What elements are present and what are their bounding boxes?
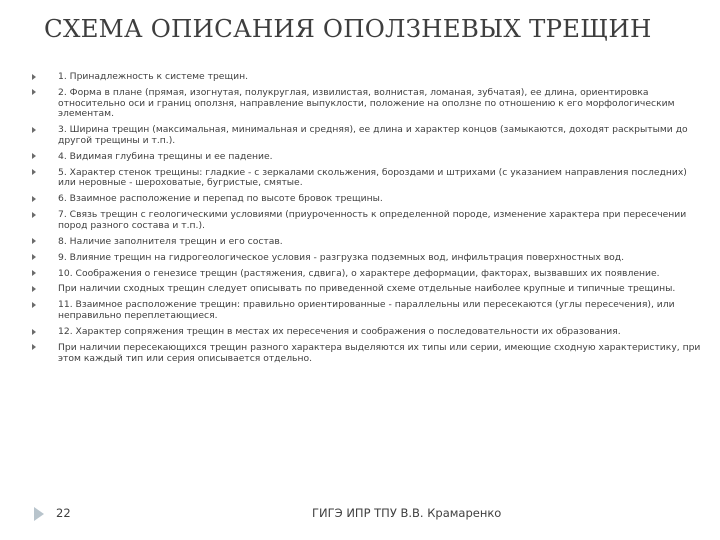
triangle-bullet-icon xyxy=(32,89,36,95)
list-item xyxy=(30,284,702,295)
list-item xyxy=(30,152,702,163)
list-item-text: 7. Связь трещин с геологическими условиями (приуроченность к определенной породе, изменение характера при пересечении пород разного состава и т.п.). xyxy=(58,209,687,231)
footer-author: ГИГЭ ИПР ТПУ В.В. Крамаренко xyxy=(312,506,502,520)
list-item-text: 3. Ширина трещин (максимальная, минимальная и средняя), ее длина и характер концов (замыкаются, доходят раскрытыми до другой трещины и т.п.). xyxy=(58,124,688,146)
list-item-text: 4. Видимая глубина трещины и ее падение. xyxy=(58,150,273,162)
triangle-bullet-icon xyxy=(32,74,36,80)
list-item xyxy=(30,343,702,364)
list-item xyxy=(30,327,702,338)
triangle-bullet-icon xyxy=(32,344,36,350)
list-item-text: 5. Характер стенок трещины: гладкие - с зеркалами скольжения, бороздами и штрихами (с указанием направления последних) или неровные - шероховатые, бугристые, смятые. xyxy=(58,166,687,189)
list-item xyxy=(30,168,702,189)
list-item-text: 11. Взаимное расположение трещин: правильно ориентированные - параллельны или пересекаются (углы пересечения), или неправильно переплетающиеся. xyxy=(58,299,675,322)
list-item xyxy=(30,237,702,248)
list-item-text: 2. Форма в плане (прямая, изогнутая, полукруглая, извилистая, волнистая, ломаная, зубчатая), ее длина, ориентировка относительно оси и границ оползня, направление выпуклости, положение на оползне по отношению к его морфологическим элементам. xyxy=(58,86,675,120)
bullet-list xyxy=(30,72,702,369)
list-item xyxy=(30,88,702,120)
slide-title: СХЕМА ОПИСАНИЯ ОПОЛЗНЕВЫХ ТРЕЩИН xyxy=(44,14,652,43)
list-item-text: 10. Соображения о генезисе трещин (растяжения, сдвига), о характере деформации, факторах, вызвавших их появление. xyxy=(58,267,660,279)
list-item xyxy=(30,72,702,83)
triangle-bullet-icon xyxy=(32,212,36,218)
list-item-text: 1. Принадлежность к системе трещин. xyxy=(58,71,248,82)
triangle-bullet-icon xyxy=(32,270,36,276)
triangle-arrow-icon xyxy=(34,507,44,521)
triangle-bullet-icon xyxy=(32,286,36,292)
list-item xyxy=(30,125,702,146)
list-item-text: При наличии сходных трещин следует описывать по приведенной схеме отдельные наиболее крупные и типичные трещины. xyxy=(58,283,676,295)
list-item-text: 9. Влияние трещин на гидрогеологическое условия - разгрузка подземных вод, инфильтрация поверхностных вод. xyxy=(58,251,625,263)
list-item xyxy=(30,210,702,231)
triangle-bullet-icon xyxy=(32,169,36,175)
footer xyxy=(0,500,720,530)
list-item-text: 12. Характер сопряжения трещин в местах их пересечения и соображения о последовательности их образования. xyxy=(58,325,621,337)
triangle-bullet-icon xyxy=(32,254,36,260)
list-item xyxy=(30,269,702,280)
triangle-bullet-icon xyxy=(32,196,36,202)
list-item xyxy=(30,253,702,264)
triangle-bullet-icon xyxy=(32,127,36,133)
list-item-text: При наличии пересекающихся трещин разного характера выделяются их типы или серии, имеющие сходную характеристику, при этом каждый тип или серия описывается отдельно. xyxy=(58,341,701,364)
list-item xyxy=(30,194,702,205)
triangle-bullet-icon xyxy=(32,238,36,244)
list-item-text: 8. Наличие заполнителя трещин и его состав. xyxy=(58,235,283,247)
list-item xyxy=(30,300,702,321)
page-number: 22 xyxy=(56,506,71,520)
triangle-bullet-icon xyxy=(32,302,36,308)
triangle-bullet-icon xyxy=(32,153,36,159)
triangle-bullet-icon xyxy=(32,329,36,335)
list-item-text: 6. Взаимное расположение и перепад по высоте бровок трещины. xyxy=(58,193,383,205)
